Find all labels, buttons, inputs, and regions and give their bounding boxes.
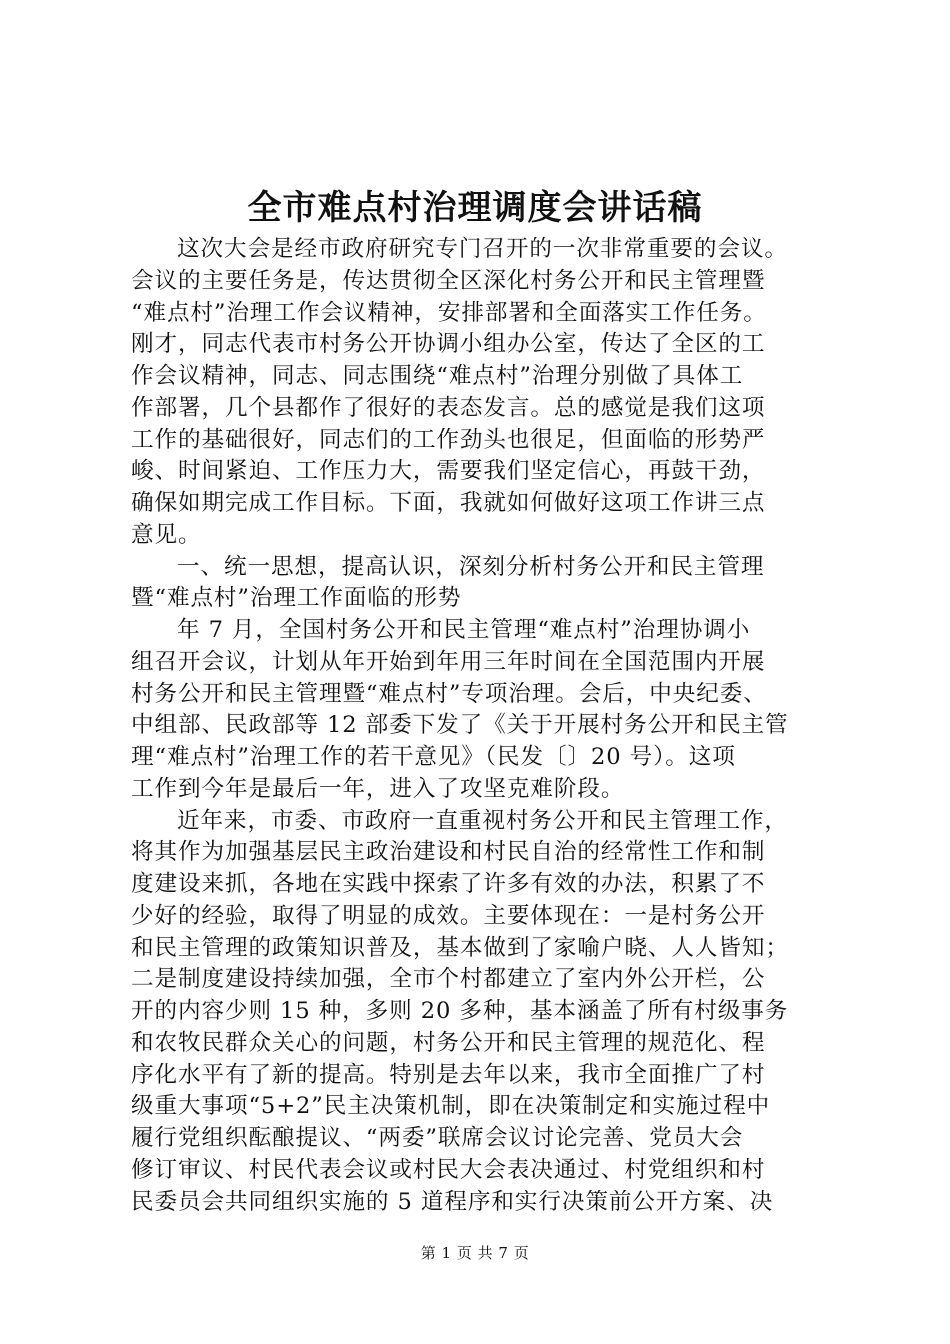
text-line: 作会议精神，同志、同志围绕“难点村”治理分别做了具体工: [131, 363, 744, 389]
text-line: 序化水平有了新的提高。特别是去年以来，我市全面推广了村: [131, 1061, 766, 1088]
paragraph: [131, 234, 831, 552]
text-line: 工作到今年是最后一年，进入了攻坚克难阶段。: [131, 775, 625, 802]
text-line: 履行党组织酝酿提议、“两委”联席会议讨论完善、党员大会: [131, 1125, 744, 1151]
page-footer: 第 1 页 共 7 页: [420, 1244, 530, 1262]
text-line: 理“难点村”治理工作的若干意见》（民发〔〕20 号）。这项: [131, 744, 736, 770]
text-line: 这次大会是经市政府研究专门召开的一次非常重要的会议。: [177, 236, 788, 262]
text-line: 确保如期完成工作目标。下面，我就如何做好这项工作讲三点: [131, 490, 766, 516]
text-line: 暨“难点村”治理工作面临的形势: [131, 585, 462, 612]
text-line: 中组部、民政部等 12 部委下发了《关于开展村务公开和民主管: [131, 712, 789, 739]
text-line: 一、统一思想，提高认识，深刻分析村务公开和民主管理: [177, 553, 765, 580]
text-line: 度建设来抓，各地在实践中探索了许多有效的办法，积累了不: [131, 871, 766, 897]
text-line: 近年来，市委、市政府一直重视村务公开和民主管理工作，: [177, 807, 788, 834]
text-line: 会议的主要任务是，传达贯彻全区深化村务公开和民主管理暨: [131, 267, 766, 294]
text-line: 将其作为加强基层民主政治建设和村民自治的经常性工作和制: [131, 839, 766, 866]
document-title: 全市难点村治理调度会讲话稿: [247, 188, 703, 228]
text-line: 工作的基础很好，同志们的工作劲头也很足，但面临的形势严: [131, 426, 766, 453]
paragraph: [131, 615, 831, 806]
text-line: 作部署，几个县都作了很好的表态发言。总的感觉是我们这项: [131, 394, 766, 421]
text-line: 刚才，同志代表市村务公开协调小组办公室，传达了全区的工: [131, 331, 766, 358]
text-line: 二是制度建设持续加强，全市个村都建立了室内外公开栏，公: [131, 966, 766, 993]
text-line: 修订审议、村民代表会议或村民大会表决通过、村党组织和村: [131, 1156, 766, 1183]
text-line: 和民主管理的政策知识普及，基本做到了家喻户晓、人人皆知；: [131, 934, 789, 961]
text-line: 和农牧民群众关心的问题，村务公开和民主管理的规范化、程: [131, 1029, 766, 1056]
text-line: 峻、时间紧迫、工作压力大，需要我们坚定信心，再鼓干劲，: [131, 458, 766, 485]
text-line: 组召开会议，计划从年开始到年用三年时间在全国范围内开展: [131, 648, 766, 675]
text-line: 民委员会共同组织实施的 5 道程序和实行决策前公开方案、决: [131, 1188, 774, 1215]
document-body: [131, 234, 831, 1218]
text-line: “难点村”治理工作会议精神，安排部署和全面落实工作任务。: [131, 299, 767, 326]
text-line: 级重大事项“5+2”民主决策机制，即在决策制定和实施过程中: [131, 1093, 771, 1120]
text-line: 开的内容少则 15 种，多则 20 多种，基本涵盖了所有村级事务: [131, 998, 789, 1024]
text-line: 意见。: [131, 521, 202, 548]
text-line: 村务公开和民主管理暨“难点村”专项治理。会后，中央纪委、: [131, 680, 767, 707]
text-line: 年 7 月，全国村务公开和民主管理“难点村”治理协调小: [177, 617, 751, 643]
text-line: 少好的经验，取得了明显的成效。主要体现在：一是村务公开: [131, 902, 766, 929]
paragraph: [131, 806, 831, 1219]
paragraph: [131, 552, 831, 616]
